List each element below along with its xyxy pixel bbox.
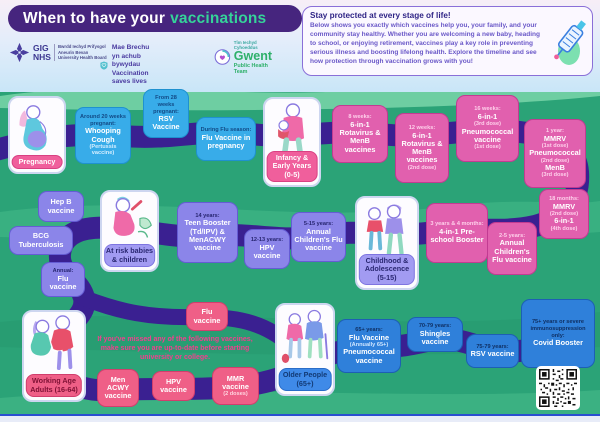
vaccine-box-line: 65+ years: xyxy=(355,327,383,334)
vaccine-box-y2-5 xyxy=(487,222,537,275)
intro-body: Below shows you exactly which vaccines help you, your family, and your community stay healthy. Whether you are welcoming a new baby, heading to school, or enjoying retirement, vaccines play a key role in preventing serious illness and boosting lifelong health. Explore the timeline and see how protection through vaccination grows with you! xyxy=(310,22,541,66)
vaccine-box-line: 6-in-1 Rotavirus & MenB vaccines xyxy=(401,130,443,165)
vaccine-box-line: (1st dose) xyxy=(541,143,569,150)
vaccine-box-line: 18 months: xyxy=(549,196,579,203)
vaccine-box-line: RSV vaccine xyxy=(470,349,515,359)
vaccine-box-line: Pneumococcal xyxy=(529,148,581,158)
gwent-circle-icon xyxy=(214,47,231,67)
vaccine-box-line: During Flu season: xyxy=(200,127,252,134)
nhs-org-nhs: NHS xyxy=(33,51,51,62)
card-label-working: Working Age Adults (16-64) xyxy=(26,374,82,397)
infancy-illustration xyxy=(267,101,317,157)
vaccine-box-rsv-preg xyxy=(143,89,189,138)
vaccine-box-line: MenB xyxy=(545,163,565,173)
vaccine-box-line: (3rd dose) xyxy=(541,172,569,179)
vaccine-box-line: (2nd dose) xyxy=(540,157,570,164)
card-childhood xyxy=(355,196,419,290)
vaccine-box-line: Pneumococcal vaccine xyxy=(343,347,395,365)
card-label-childhood: Childhood & Adolescence (5-15) xyxy=(359,254,415,285)
vaccine-box-bcg xyxy=(9,226,73,255)
vaccine-box-line: RSV Vaccine xyxy=(152,114,180,132)
gwent-english-line: Public Health Team xyxy=(233,62,268,75)
card-infancy xyxy=(263,97,321,187)
working-age-illustration xyxy=(26,314,82,372)
vaccine-box-line: BCG Tuberculosis xyxy=(18,231,64,249)
card-pregnancy xyxy=(8,96,66,174)
vaccine-box-line: MMR vaccine xyxy=(222,373,249,391)
qr-code xyxy=(536,366,580,410)
vaccine-box-line: 3 years & 4 months: xyxy=(430,221,484,228)
vaccine-box-line: 2-5 years: xyxy=(498,232,526,239)
vaccine-box-line: Flu vaccine xyxy=(49,273,77,291)
vaccine-box-line: From 28 weeks pregnant: xyxy=(153,95,179,115)
vaccine-box-covid xyxy=(521,299,595,368)
vaccine-box-line: Annual: xyxy=(52,267,74,274)
vaccine-box-menacwy xyxy=(97,369,139,407)
vaccine-box-line: Teen Booster (Td/IPV) & MenACWY vaccine xyxy=(184,218,231,253)
vaccine-box-line: Whooping Cough xyxy=(85,126,121,144)
vaccine-box-flu-annual xyxy=(41,262,85,297)
vaccine-box-line: (4th dose) xyxy=(550,225,578,232)
vaccine-box-line: (2nd dose) xyxy=(549,210,579,217)
card-label-infancy: Infancy & Early Years (0-5) xyxy=(267,151,318,182)
card-label-older: Older People (65+) xyxy=(279,368,332,391)
vaccine-box-line: Around 20 weeks pregnant: xyxy=(79,114,126,127)
vaccine-box-line: (Annually 65+) xyxy=(349,341,389,348)
vaccine-box-line: Hep B vaccine xyxy=(47,197,75,215)
gwent-text xyxy=(234,40,275,75)
vaccine-box-line: 4-in-1 Pre-school Booster xyxy=(430,227,484,245)
vaccine-box-mmr xyxy=(212,367,259,405)
vaccine-box-hepb xyxy=(38,191,84,222)
vaccine-box-teen xyxy=(177,202,238,263)
shield-english-line: Vaccination saves lives xyxy=(111,69,149,86)
vaccine-box-line: 6-in-1 Rotavirus & MenB vaccines xyxy=(339,119,381,154)
vaccine-box-line: 75+ years or severe immunosuppression only: xyxy=(530,319,586,339)
vaccine-box-line: 12-13 years: xyxy=(250,237,284,244)
vaccine-box-line: (1st dose) xyxy=(474,144,501,151)
bottom-border xyxy=(0,414,600,422)
vaccine-box-line: MMRV xyxy=(552,201,576,211)
vaccine-box-flu515 xyxy=(291,212,346,262)
vaccine-box-line: Shingles vaccine xyxy=(419,328,451,346)
vaccine-box-line: Annual Children's Flu vaccine xyxy=(492,238,532,264)
vaccine-box-w8 xyxy=(332,105,388,163)
vaccine-box-y1 xyxy=(524,119,586,188)
vaccine-box-flu65 xyxy=(337,319,401,373)
vaccination-saves-lives-logo xyxy=(100,44,158,87)
vaccine-box-line: (Pertussis vaccine) xyxy=(89,143,117,157)
vaccine-box-line: Annual Children's Flu vaccine xyxy=(294,226,343,253)
vaccine-box-line: HPV vaccine xyxy=(160,376,187,394)
card-atrisk xyxy=(100,190,159,272)
gwent-name: Gwent xyxy=(233,49,272,63)
vaccine-box-line: 70-79 years: xyxy=(418,322,452,329)
vaccine-box-line: 8 weeks: xyxy=(348,114,372,121)
at-risk-illustration xyxy=(104,194,156,246)
vaccine-box-line: Flu Vaccine xyxy=(348,332,390,342)
vaccination-saves-lives-text xyxy=(112,44,158,87)
vaccine-box-line: 5-15 years: xyxy=(303,221,334,228)
vaccine-box-line: HPV vaccine xyxy=(253,243,281,261)
page-title-main: When to have your xyxy=(23,9,166,27)
vaccine-box-whooping xyxy=(75,107,131,164)
nhs-wales-logo xyxy=(9,42,110,63)
syringe-icon xyxy=(547,15,589,71)
nhs-org-text xyxy=(33,44,51,62)
vaccine-box-line: 1 year: xyxy=(545,128,565,135)
nhs-cross-icon xyxy=(9,42,30,63)
shield-heart-icon xyxy=(100,56,108,75)
vaccine-box-line: 6-in-1 xyxy=(554,216,574,226)
vaccine-box-line: (3rd dose) xyxy=(473,121,502,128)
vaccine-box-line: 12 weeks: xyxy=(408,125,436,132)
vaccine-box-w12 xyxy=(395,113,449,183)
card-working xyxy=(22,310,86,402)
vaccine-box-line: 16 weeks: xyxy=(474,106,501,113)
vaccine-box-line: 75-79 years: xyxy=(476,343,509,350)
gwent-public-health-logo xyxy=(214,40,275,75)
vaccine-box-hpv-teen xyxy=(244,229,290,269)
vaccine-box-line: (2nd dose) xyxy=(407,164,437,171)
gwent-welsh-line: Tîm Iechyd Cyhoeddus xyxy=(233,40,258,50)
pregnancy-illustration xyxy=(12,100,62,156)
nhs-health-board-text: Bwrdd Iechyd Prifysgol Aneurin Bevan University Health Board xyxy=(54,44,110,60)
qr-code-pattern xyxy=(539,369,577,407)
vaccine-box-line: Pneumococcal vaccine xyxy=(461,126,514,144)
page-title xyxy=(8,5,302,32)
card-older xyxy=(275,303,335,396)
vaccine-box-line: Men ACWY vaccine xyxy=(104,374,132,401)
intro-panel xyxy=(302,6,593,76)
missed-vaccines-note: If you've missed any of the following vaccines, make sure you are up-to-date before starting university or college. xyxy=(97,336,253,362)
vaccine-box-rsv-old xyxy=(466,334,519,368)
nhs-org-gig: GIG xyxy=(33,42,49,53)
older-people-illustration xyxy=(279,307,331,367)
childhood-illustration xyxy=(359,200,415,260)
vaccine-box-shingles xyxy=(407,317,463,352)
shield-welsh-line: Mae Brechu yn achub bywydau xyxy=(111,44,150,69)
vaccine-box-line: Flu vaccine xyxy=(193,307,221,325)
page-title-accent: vaccinations xyxy=(170,9,267,27)
vaccine-box-line: Flu Vaccine in pregnancy xyxy=(201,133,251,151)
vaccine-box-flu-preg xyxy=(196,117,256,161)
vaccine-box-hpv-adult xyxy=(152,371,195,401)
vaccine-box-line: (2 doses) xyxy=(223,391,248,398)
vaccine-box-m18 xyxy=(539,189,589,239)
card-label-pregnancy: Pregnancy xyxy=(12,155,63,169)
vaccine-box-line: MMRV xyxy=(543,133,567,143)
vaccine-box-w16 xyxy=(456,95,519,162)
vaccine-box-preschool xyxy=(426,203,488,263)
vaccine-box-line: Covid Booster xyxy=(533,338,583,348)
card-label-atrisk: At risk babies & children xyxy=(104,244,156,267)
vaccine-box-line: 6-in-1 xyxy=(477,112,498,122)
vaccine-box-line: 14 years: xyxy=(195,212,220,219)
intro-title: Stay protected at every stage of life! xyxy=(310,11,451,20)
vaccine-box-flu-missed xyxy=(186,302,228,331)
